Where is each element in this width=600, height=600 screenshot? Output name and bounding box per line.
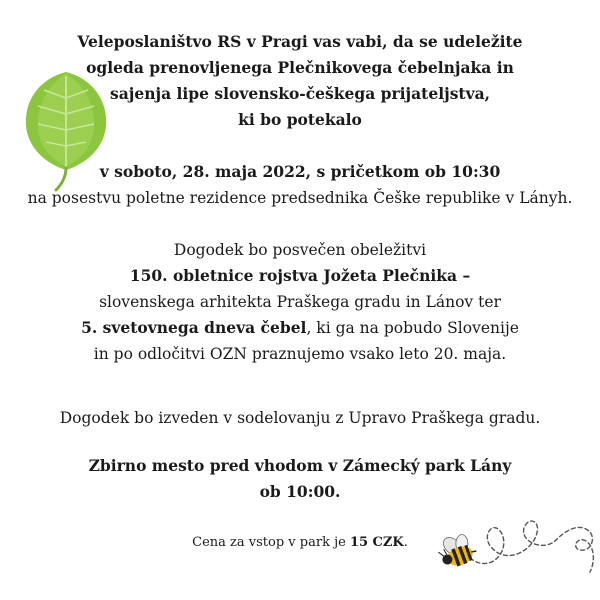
meeting-point-line-2: ob 10:00. <box>259 482 341 501</box>
fee-text: Cena za vstop v park je <box>192 535 350 550</box>
bee-flight-path <box>470 521 593 572</box>
bee-day-line <box>0 318 600 338</box>
fee-amount: 15 CZK <box>349 535 404 550</box>
heading-line-1: Veleposlaništvo RS v Pragi vas vabi, da se udeležite <box>77 32 523 51</box>
meeting-point-line-1: Zbirno mesto pred vhodom v Zámecký park Lány <box>88 456 512 475</box>
bee-day-bold: 5. svetovnega dneva čebel <box>81 318 307 337</box>
architect-line: slovenskega arhitekta Praškega gradu in Lánov ter <box>99 293 501 311</box>
event-date: v soboto, 28. maja 2022, s pričetkom ob 10:30 <box>99 162 501 181</box>
heading-line-2: ogleda prenovljenega Plečnikovega čebelnjaka in <box>86 58 514 77</box>
bee-flight-art <box>430 512 600 600</box>
anniversary-line: 150. obletnice rojstva Jožeta Plečnika – <box>129 266 471 285</box>
heading-line-4: ki bo potekalo <box>238 110 362 129</box>
cooperation-line: Dogodek bo izveden v sodelovanju z Upravo Praškega gradu. <box>59 409 541 427</box>
heading-line-3: sajenja lipe slovensko-češkega prijateljstva, <box>109 84 491 103</box>
un-line: in po odločitvi OZN praznujemo vsako leto 20. maja. <box>93 345 507 363</box>
fee-end: . <box>403 535 408 550</box>
bee-day-rest: , ki ga na pobudo Slovenije <box>306 319 519 337</box>
dedication-intro: Dogodek bo posvečen obeležitvi <box>173 241 427 259</box>
bee-icon <box>434 528 479 571</box>
event-location: na posestvu poletne rezidence predsednika Češke republike v Lányh. <box>27 189 573 207</box>
